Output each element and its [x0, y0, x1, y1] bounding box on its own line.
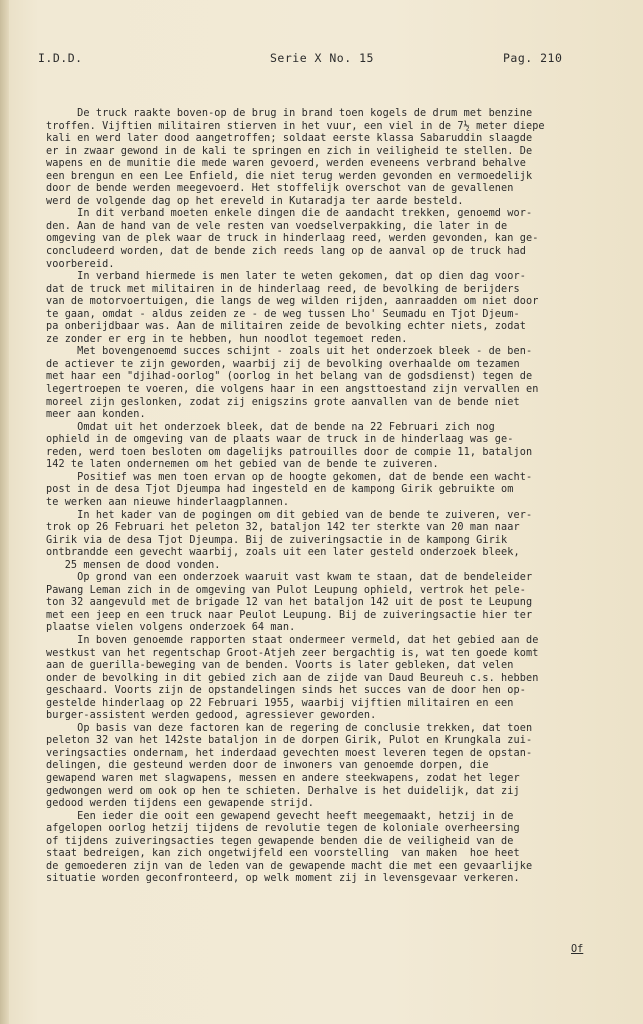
text-line: 25 mensen de dood vonden. [46, 559, 221, 571]
text-line: veringsacties ondernam, het inderdaad gevechten moest leveren tegen de opstan- [46, 747, 533, 759]
text-line: trok op 26 Februari het peleton 32, bataljon 142 ter sterkte van 20 man naar [46, 522, 520, 534]
text-line: wapens en de munitie die mede waren gevoerd, werden eveneens verbrand behalve [46, 158, 526, 170]
text-line: te werken aan nieuwe hinderlaagplannen. [46, 496, 290, 508]
text-line: burger-assistent werden gedood, agressiever geworden. [46, 710, 377, 722]
text-line: In boven genoemde rapporten staat ondermeer vermeld, dat het gebied aan de [46, 634, 539, 646]
body-text [46, 108, 618, 886]
text-line: geschaard. Voorts zijn de opstandelingen sinds het succes van de door hen op- [46, 685, 526, 697]
header-page-number: Pag. 210 [503, 51, 563, 65]
text-line: reden, werd toen besloten om dagelijks patrouilles door de compie 11, bataljon [46, 446, 533, 458]
text-line: of tijdens zuiveringsacties tegen gewapende benden die de veiligheid van de [46, 835, 514, 847]
text-line: ton 32 aangevuld met de brigade 12 van het bataljon 142 uit de post te Leupung [46, 597, 533, 609]
text-line: te gaan, omdat - aldus zeiden ze - de weg tussen Lho' Seumadu en Tjot Djeum- [46, 308, 520, 320]
text-line: voorbereid. [46, 258, 115, 270]
text-line: delingen, die gesteund werden door de inwoners van genoemde dorpen, die [46, 760, 489, 772]
text-line: legertroepen te voeren, die volgens haar in een angsttoestand zijn vervallen en [46, 384, 539, 396]
text-line: situatie worden geconfronteerd, op welk moment zij in levensgevaar verkeren. [46, 873, 520, 885]
text-line: gedood werden tijdens een gewapende strijd. [46, 798, 315, 810]
text-line: Pawang Leman zich in de omgeving van Pulot Leupung ophield, vertrok het pele- [46, 584, 526, 596]
text-line: Girik via de desa Tjot Djeumpa. Bij de zuiveringsactie in de kampong Girik [46, 534, 508, 546]
text-line: In verband hiermede is men later te weten gekomen, dat op dien dag voor- [46, 271, 526, 283]
text-line: westkust van het regentschap Groot-Atjeh zeer bergachtig is, wat ten goede komt [46, 647, 539, 659]
text-line: De truck raakte boven-op de brug in brand toen kogels de drum met benzine [46, 108, 533, 119]
text-line: den. Aan de hand van de vele resten van voedselverpakking, die later in de [46, 220, 508, 232]
text-line: er in zwaar gewond in de kali te springen en zich in veiligheid te stellen. De [46, 145, 533, 157]
text-line: dat de truck met militairen in de hinderlaag reed, de bevolking de berijders [46, 283, 520, 295]
text-line: van de motorvoertuigen, die langs de weg wilden rijden, aanraadden om niet door [46, 296, 539, 308]
text-line: moreel zijn geslonken, zodat zij enigszins grote aanvallen van de bende niet [46, 396, 520, 408]
text-line: afgelopen oorlog hetzij tijdens de revolutie tegen de koloniale overheersing [46, 823, 520, 835]
text-line: kali en werd later dood aangetroffen; soldaat eerste klassa Sabaruddin slaagde [46, 133, 533, 145]
text-line: de gemoederen zijn van de leden van de gewapende macht die met een gevaarlijke [46, 860, 533, 872]
text-line: post in de desa Tjot Djeumpa had ingesteld en de kampong Girik gebruikte om [46, 484, 514, 496]
text-line: werd de volgende dag op het ereveld in Kutaradja ter aarde besteld. [46, 195, 464, 207]
text-line: plaatse vielen volgens onderzoek 64 man. [46, 622, 296, 634]
text-line: een brengun en een Lee Enfield, die niet terug werden gevonden en vermoedelijk [46, 170, 533, 182]
text-line: concludeerd worden, dat de bende zich reeds lang op de aanval op de truck had [46, 246, 526, 258]
text-line: Een ieder die ooit een gewapend gevecht heeft meegemaakt, hetzij in de [46, 810, 514, 822]
header-source: I.D.D. [38, 51, 83, 65]
text-line: met een jeep en een truck naar Peulot Leupung. Bij de zuiveringsactie hier ter [46, 609, 533, 621]
page-binding-edge [0, 0, 9, 1024]
text-line: 142 te laten ondernemen om het gebied van de bende te zuiveren. [46, 459, 439, 471]
text-line: onder de bevolking in dit gebied zich aan de zijde van Daud Beureuh c.s. hebben [46, 672, 539, 684]
text-line: door de bende werden meegevoerd. Het stoffelijk overschot van de gevallenen [46, 183, 514, 195]
text-line: met haar een "djihad-oorlog" (oorlog in het belang van de godsdienst) tegen de [46, 371, 533, 383]
text-line: Op grond van een onderzoek waaruit vast kwam te staan, dat de bendeleider [46, 572, 533, 584]
text-line: pa onberijdbaar was. Aan de militairen zeide de bevolking echter niets, zodat [46, 321, 526, 333]
text-line: Met bovengenoemd succes schijnt - zoals uit het onderzoek bleek - de ben- [46, 346, 533, 358]
text-line: peleton 32 van het 142ste bataljon in de dorpen Girik, Pulot en Krungkala zui- [46, 735, 533, 747]
text-line: meer aan konden. [46, 409, 146, 421]
text-line: Omdat uit het onderzoek bleek, dat de bende na 22 Februari zich nog [46, 421, 495, 433]
text-line: gestelde hinderlaag op 22 Februari 1955, waarbij vijftien militairen en een [46, 697, 514, 709]
header-series: Serie X No. 15 [270, 51, 374, 65]
text-line: aan de guerilla-beweging van de benden. Voorts is later gebleken, dat velen [46, 660, 514, 672]
text-line: gedwongen werd om ook op hen te schieten. Derhalve is het duidelijk, dat zij [46, 785, 520, 797]
text-line: ze zonder er erg in te hebben, hun noodlot tegemoet reden. [46, 333, 408, 345]
text-line: gewapend waren met slagwapens, messen en andere steekwapens, zodat het leger [46, 772, 520, 784]
text-line: Op basis van deze factoren kan de regering de conclusie trekken, dat toen [46, 722, 533, 734]
text-line: In het kader van de pogingen om dit gebied van de bende te zuiveren, ver- [46, 509, 533, 521]
text-line: ontbrandde een gevecht waarbij, zoals uit een later gesteld onderzoek bleek, [46, 547, 520, 559]
catchword: Of [571, 944, 584, 955]
text-line: de actiever te zijn geworden, waarbij zij de bevolking overhaalde om tezamen [46, 358, 520, 370]
text-line: In dit verband moeten enkele dingen die de aandacht trekken, genoemd wor- [46, 208, 533, 220]
text-line: ophield in de omgeving van de plaats waar de truck in de hinderlaag was ge- [46, 434, 514, 446]
text-line: Positief was men toen ervan op de hoogte gekomen, dat de bende een wacht- [46, 471, 533, 483]
text-line: troffen. Vijftien militairen stierven in het vuur, een viel in de 7½ meter diepe [46, 120, 545, 132]
text-line: staat bedreigen, kan zich ongetwijfeld een voorstelling van maken hoe heet [46, 848, 520, 860]
text-line: omgeving van de plek waar de truck in hinderlaag reed, werden gevonden, kan ge- [46, 233, 539, 245]
